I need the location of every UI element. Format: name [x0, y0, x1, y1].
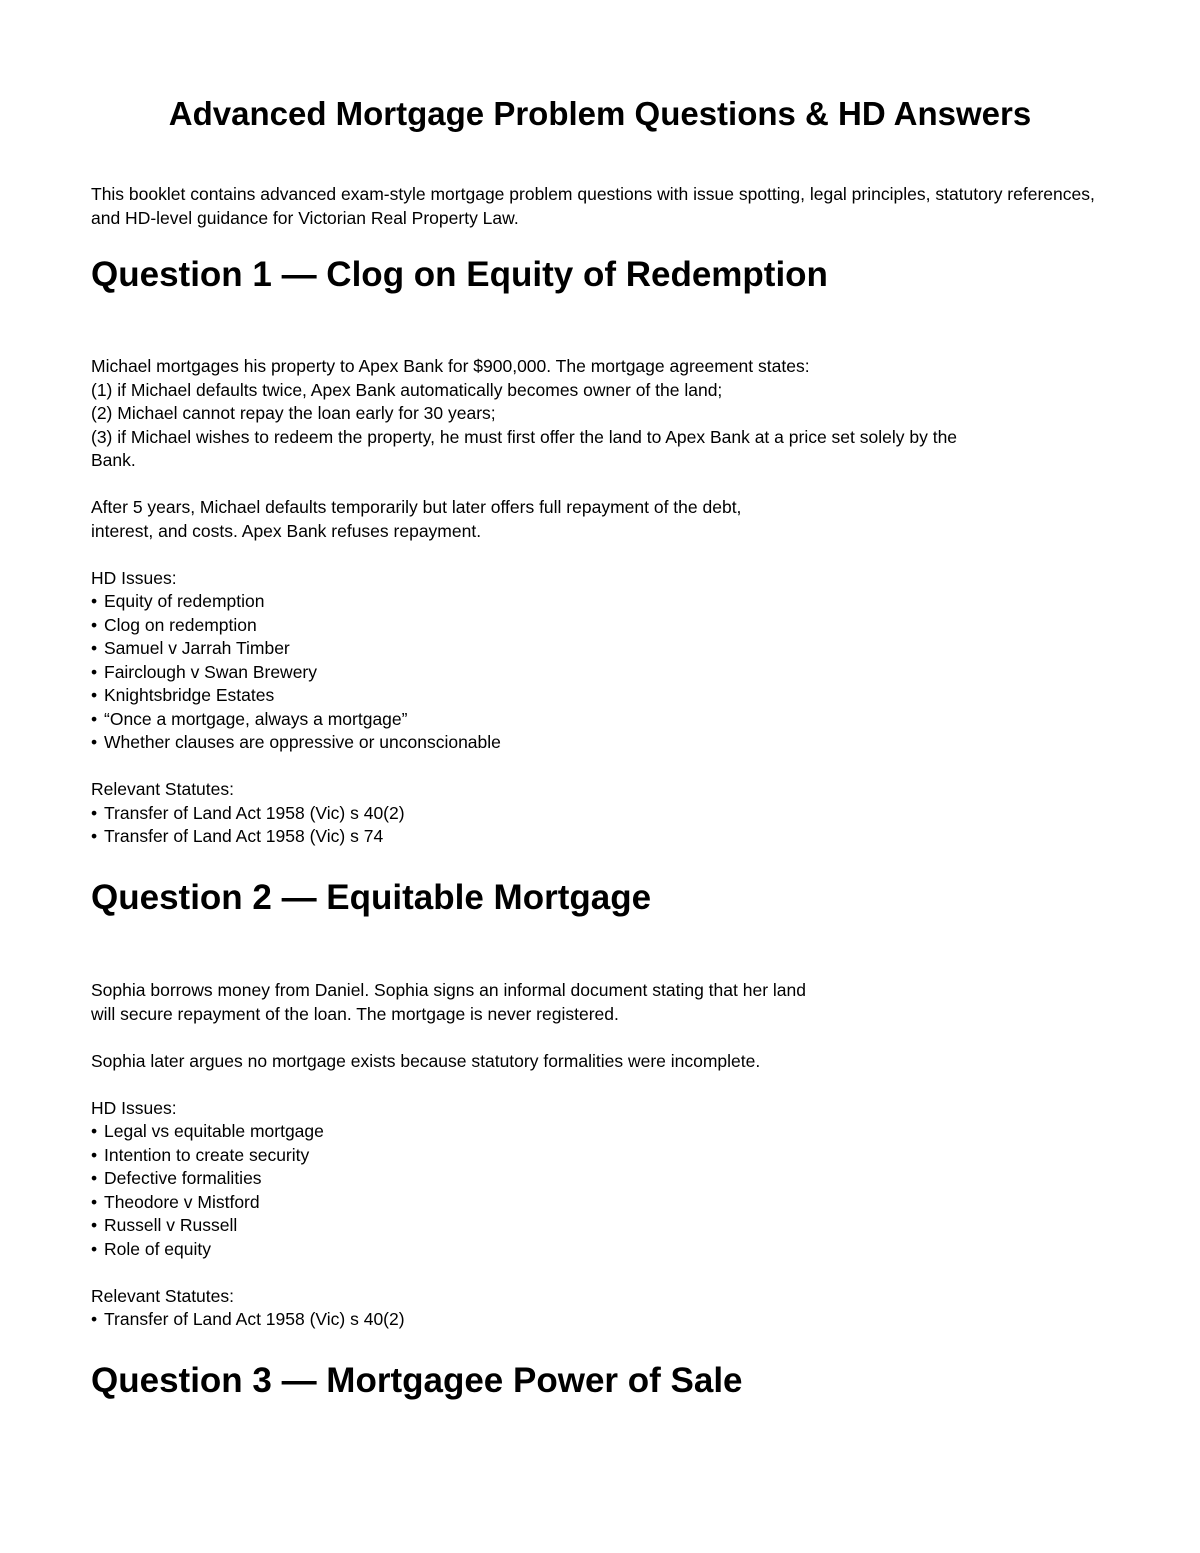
question-1-facts-line: (2) Michael cannot repay the loan early for 30 years;	[91, 403, 496, 423]
question-2-heading: Question 2 — Equitable Mortgage	[91, 878, 652, 917]
bullet-icon: •	[91, 661, 98, 682]
bullet-icon: •	[91, 1168, 98, 1188]
question-2-issues-label: HD Issues:	[91, 1097, 177, 1118]
bullet-icon: •	[91, 732, 98, 752]
bullet-icon: •	[91, 1238, 98, 1259]
question-1-facts-line: (1) if Michael defaults twice, Apex Bank automatically becomes owner of the land;	[91, 379, 723, 400]
bullet-icon: •	[91, 1309, 98, 1329]
question-2-issue-item: • Russell v Russell	[91, 1214, 1091, 1238]
bullet-icon: •	[91, 802, 98, 823]
question-2-issue-item: • Role of equity	[91, 1238, 1091, 1262]
question-2-facts-line: Sophia later argues no mortgage exists because statutory formalities were incomplete.	[91, 1050, 761, 1071]
bullet-icon: •	[91, 826, 98, 846]
question-1-facts-line: Michael mortgages his property to Apex Bank for $900,000. The mortgage agreement states:	[91, 356, 810, 376]
bullet-icon: •	[91, 638, 98, 658]
question-1-issue-item: • Knightsbridge Estates	[91, 684, 1091, 708]
document-title: Advanced Mortgage Problem Questions & HD Answers	[168, 95, 1032, 132]
question-1-issue-item: • Fairclough v Swan Brewery	[91, 661, 1091, 685]
intro-paragraph: This booklet contains advanced exam-style mortgage problem questions with issue spotting, legal principles, statutory references, and HD-level guidance for Victorian Real Property Law.	[91, 184, 1095, 228]
question-1-issue-item: • Whether clauses are oppressive or unconscionable	[91, 731, 1091, 755]
question-2-facts-line: will secure repayment of the loan. The mortgage is never registered.	[91, 1003, 619, 1024]
question-1-facts-line: (3) if Michael wishes to redeem the property, he must first offer the land to Apex Bank at a price set solely by the	[91, 426, 958, 447]
question-1-heading: Question 1 — Clog on Equity of Redemption	[91, 255, 828, 294]
bullet-icon: •	[91, 591, 98, 611]
bullet-icon: •	[91, 1144, 98, 1165]
question-1-issue-item: • “Once a mortgage, always a mortgage”	[91, 708, 1091, 732]
question-1-issues-label: HD Issues:	[91, 567, 177, 588]
question-1-facts-line: After 5 years, Michael defaults temporarily but later offers full repayment of the debt,	[91, 497, 742, 517]
bullet-icon: •	[91, 1191, 98, 1212]
question-1-statutes-label: Relevant Statutes:	[91, 779, 234, 799]
question-1-issue-item: • Clog on redemption	[91, 614, 1091, 638]
question-1-issue-item: • Samuel v Jarrah Timber	[91, 637, 1091, 661]
question-2-issue-item: • Legal vs equitable mortgage	[91, 1120, 1091, 1144]
question-1-facts-line: interest, and costs. Apex Bank refuses repayment.	[91, 520, 482, 541]
question-1-statute-item: • Transfer of Land Act 1958 (Vic) s 74	[91, 825, 1091, 849]
bullet-icon: •	[91, 708, 98, 729]
question-2-issue-item: • Defective formalities	[91, 1167, 1091, 1191]
question-1-body	[91, 355, 1091, 849]
bullet-icon: •	[91, 1215, 98, 1235]
bullet-icon: •	[91, 614, 98, 635]
question-2-body	[91, 979, 1091, 1332]
question-1-facts-line: Bank.	[91, 450, 136, 470]
question-1-statute-item: • Transfer of Land Act 1958 (Vic) s 40(2)	[91, 802, 1091, 826]
question-2-statute-item: • Transfer of Land Act 1958 (Vic) s 40(2)	[91, 1308, 1091, 1332]
question-2-issue-item: • Intention to create security	[91, 1144, 1091, 1168]
bullet-icon: •	[91, 685, 98, 705]
question-3-heading: Question 3 — Mortgagee Power of Sale	[91, 1361, 743, 1400]
bullet-icon: •	[91, 1121, 98, 1141]
question-1-issue-item: • Equity of redemption	[91, 590, 1091, 614]
question-2-statutes-label: Relevant Statutes:	[91, 1285, 234, 1306]
question-2-issue-item: • Theodore v Mistford	[91, 1191, 1091, 1215]
question-2-facts-line: Sophia borrows money from Daniel. Sophia signs an informal document stating that her land	[91, 980, 806, 1000]
